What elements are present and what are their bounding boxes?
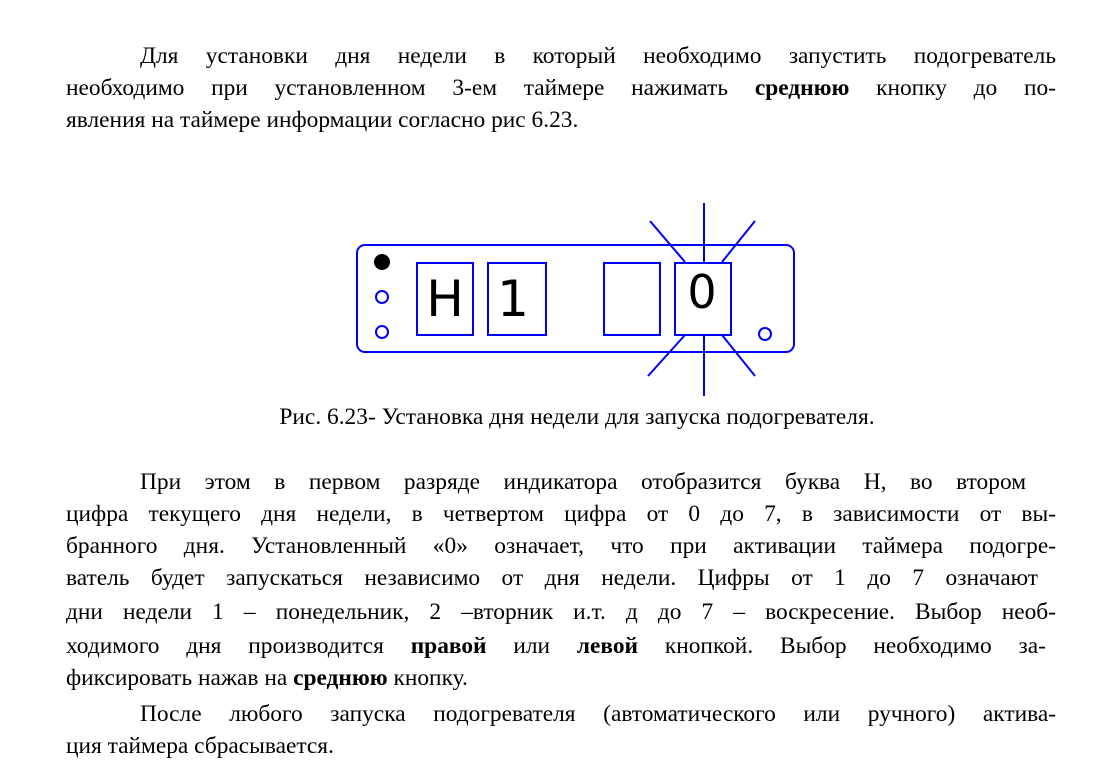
para2-line1: При этом в первом разряде индикатора отобразится буква Н, во втором	[140, 469, 1026, 495]
digit-1: Н	[426, 270, 464, 328]
para2-line4: ватель будет запускаться независимо от дня недели. Цифры от 1 до 7 означают	[66, 565, 1038, 591]
blink-ray-top-right	[722, 221, 755, 262]
para1-line2-c: кнопку до по-	[876, 75, 1056, 101]
indicator-dot-right	[759, 328, 771, 340]
para3-line1: После любого запуска подогревателя (автоматического или ручного) актива-	[140, 701, 1056, 727]
digit-2: 1	[497, 270, 529, 328]
para2-line6-e: кнопкой. Выбор необходимо за-	[664, 633, 1046, 659]
para2-line6	[66, 630, 1046, 662]
digit-cell-3	[604, 263, 660, 335]
para2-line5: дни недели 1 – понедельник, 2 –вторник и.т. д до 7 – воскресение. Выбор необ-	[66, 599, 1056, 625]
digit-4: 0	[687, 265, 717, 319]
para2-line7-c: кнопку.	[393, 665, 468, 691]
indicator-dot-2	[376, 291, 388, 303]
para2-line7	[66, 662, 1056, 694]
para2-line7-a: фиксировать нажав на	[66, 665, 288, 691]
para1-line2-a: необходимо при установленном 3-ем таймере нажимать	[66, 75, 729, 101]
bold-right-button: правой	[410, 633, 487, 659]
para1-line1: Для установки дня недели в который необходимо запустить подогреватель	[140, 43, 1056, 69]
blink-ray-bottom-left	[648, 335, 685, 376]
indicator-dot-filled	[375, 255, 389, 269]
bold-middle-button: среднюю	[754, 75, 850, 101]
blink-ray-bottom-right	[722, 335, 755, 376]
para1-line3: явления на таймере информации согласно рис 6.23.	[66, 107, 579, 133]
blink-ray-top-left	[650, 221, 685, 262]
bold-left-button: левой	[576, 633, 639, 659]
bold-middle-button-2: среднюю	[293, 665, 388, 691]
para3-line2: ция таймера сбрасывается.	[66, 733, 334, 759]
para2-line6-c: или	[513, 633, 551, 659]
figure-caption: Рис. 6.23- Установка дня недели для запуска подогревателя.	[279, 404, 875, 430]
para2-line2: цифра текущего дня недели, в четвертом цифра от 0 до 7, в зависимости от вы-	[66, 501, 1056, 527]
para2-line6-a: ходимого дня производится	[66, 633, 384, 659]
para2-line3: бранного дня. Установленный «0» означает, что при активации таймера подогре-	[66, 533, 1056, 559]
indicator-dot-3	[376, 326, 388, 338]
